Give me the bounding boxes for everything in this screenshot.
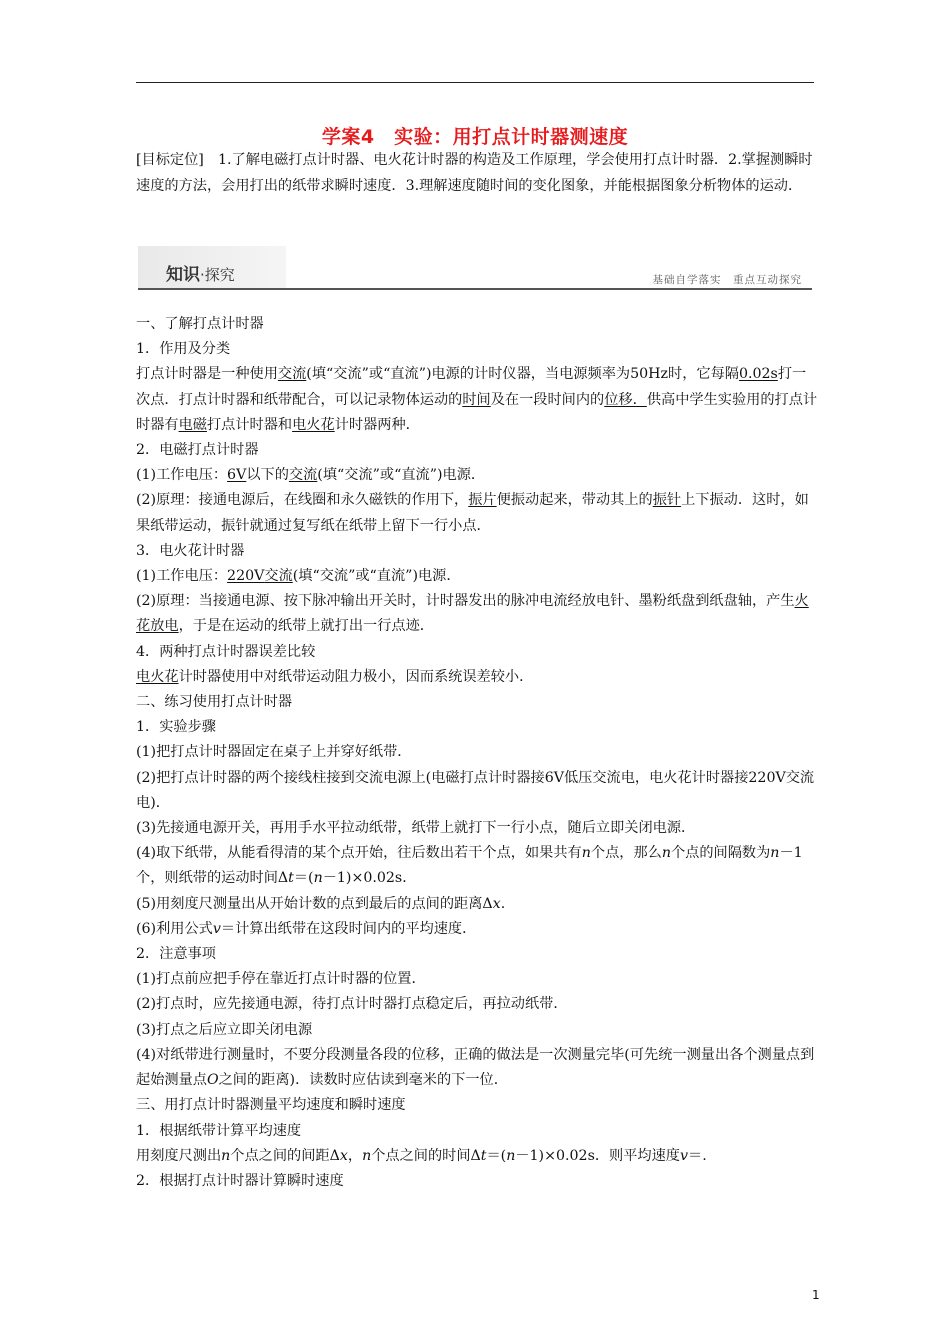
banner-title: 知识·探究 bbox=[166, 265, 235, 285]
paragraph: (1)工作电压：220V交流(填“交流”或“直流”)电源． bbox=[136, 568, 461, 585]
section-banner bbox=[136, 244, 812, 292]
goals-text: 1.了解电磁打点计时器、电火花计时器的构造及工作原理，学会使用打点计时器．2.掌握测瞬时速度的方法，会用打出的纸带求瞬时速度．3.理解速度随时间的变化图象，并能根据图象分析物体的运动． bbox=[136, 152, 813, 194]
step-4: (4)取下纸带，从能看得清的某个点开始，往后数出若干个点，如果共有n个点，那么n个点的间隔数为n－1个，则纸带的运动时间Δt＝(n－1)×0.02s． bbox=[136, 845, 803, 887]
paragraph: 电火花计时器使用中对纸带运动阻力极小，因而系统误差较小． bbox=[136, 668, 534, 685]
subsection-heading: 3．电火花计时器 bbox=[136, 542, 245, 559]
step-1: (1)把打点计时器固定在桌子上并穿好纸带． bbox=[136, 744, 412, 761]
step-5: (5)用刻度尺测量出从开始计数的点到最后的点间的距离Δx. bbox=[136, 895, 506, 912]
section-heading: 三、用打点计时器测量平均速度和瞬时速度 bbox=[136, 1097, 406, 1114]
paragraph: (2)原理：接通电源后，在线圈和永久磁铁的作用下，振片便振动起来，带动其上的振针上下振动．这时，如果纸带运动，振针就通过复写纸在纸带上留下一行小点． bbox=[136, 492, 809, 534]
paragraph: (2)原理：当接通电源、按下脉冲输出开关时，计时器发出的脉冲电流经放电针、墨粉纸盘到纸盘轴，产生火花放电，于是在运动的纸带上就打出一行点迹． bbox=[136, 593, 809, 635]
section-heading: 二、练习使用打点计时器 bbox=[136, 694, 293, 711]
header-rule bbox=[136, 82, 814, 83]
subsection-heading: 1．作用及分类 bbox=[136, 341, 231, 358]
main-content bbox=[136, 312, 820, 1194]
note-2: (2)打点时，应先接通电源，待打点计时器打点稳定后，再拉动纸带． bbox=[136, 996, 568, 1013]
note-3: (3)打点之后应立即关闭电源 bbox=[136, 1021, 313, 1038]
note-4: (4)对纸带进行测量时，不要分段测量各段的位移，正确的做法是一次测量完毕(可先统一测量出各个测量点到起始测量点O之间的距离)．读数时应估读到毫米的下一位． bbox=[136, 1046, 815, 1089]
page-title: 学案4 实验：用打点计时器测速度 bbox=[321, 126, 629, 148]
step-3: (3)先接通电源开关，再用手水平拉动纸带，纸带上就打下一行小点，随后立即关闭电源． bbox=[136, 820, 696, 837]
step-6: (6)利用公式v＝计算出纸带在这段时间内的平均速度． bbox=[136, 920, 477, 937]
paragraph: (1)工作电压：6V以下的交流(填“交流”或“直流”)电源． bbox=[136, 467, 486, 484]
note-1: (1)打点前应把手停在靠近打点计时器的位置． bbox=[136, 971, 426, 988]
banner-rule bbox=[138, 288, 812, 290]
paragraph: 用刻度尺测出n个点之间的间距Δx，n个点之间的时间Δt＝(n－1)×0.02s．则平均速度v＝. bbox=[136, 1147, 707, 1164]
goals-label: [目标定位] bbox=[136, 152, 204, 168]
page-number: 1 bbox=[812, 1288, 820, 1302]
learning-goals bbox=[136, 147, 818, 199]
banner-subtitle: ·探究 bbox=[200, 266, 235, 284]
subsection-heading: 1．根据纸带计算平均速度 bbox=[136, 1122, 302, 1139]
step-2: (2)把打点计时器的两个接线柱接到交流电源上(电磁打点计时器接6V低压交流电，电火花计时器接220V交流电)． bbox=[136, 769, 815, 811]
subsection-heading: 1．实验步骤 bbox=[136, 719, 216, 736]
subsection-heading: 2．电磁打点计时器 bbox=[136, 442, 259, 459]
subsection-heading: 4．两种打点计时器误差比较 bbox=[136, 643, 316, 660]
paragraph: 打点计时器是一种使用交流(填“交流”或“直流”)电源的计时仪器，当电源频率为50Hz时，它每隔0.02s打一次点．打点计时器和纸带配合，可以记录物体运动的时间及在一段时间内的位移．供高中学生实验用的打点计时器有电磁打点计时器和电火花计时器两种． bbox=[136, 366, 818, 433]
section-heading: 一、了解打点计时器 bbox=[136, 316, 264, 332]
subsection-heading: 2．注意事项 bbox=[136, 946, 216, 963]
subsection-heading: 2．根据打点计时器计算瞬时速度 bbox=[136, 1172, 344, 1189]
banner-right-text: 基础自学落实 重点互动探究 bbox=[652, 274, 802, 286]
